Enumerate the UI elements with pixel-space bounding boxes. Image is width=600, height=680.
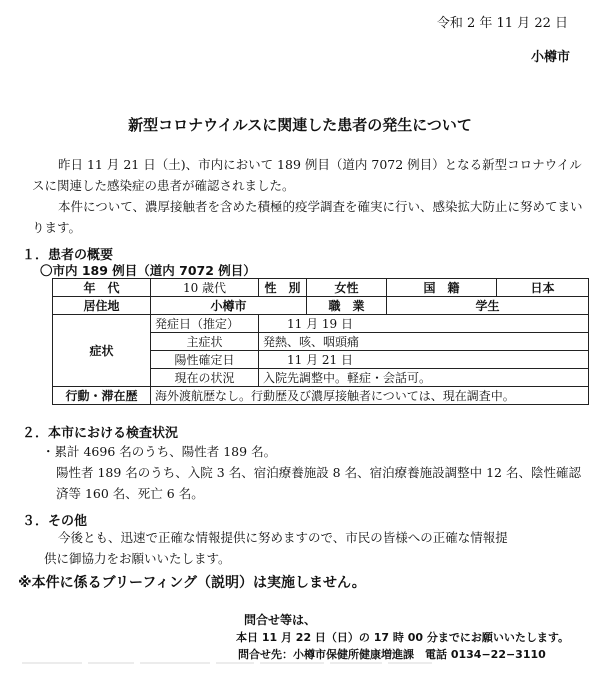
briefing-notice: ※本件に係るブリーフィング（説明）は実施しません。 (18, 575, 366, 591)
symptom-value: 入院先調整中。軽症・会話可。 (259, 369, 589, 387)
table-row (53, 387, 589, 405)
patient-summary-table (52, 278, 589, 405)
symptom-label: 主症状 (151, 333, 259, 351)
section1-heading: １．患者の概要 (22, 248, 114, 263)
symptoms-label: 症状 (53, 315, 151, 387)
residence-value: 小樽市 (151, 297, 307, 315)
contact-deadline: 本日 11 月 22 日（日）の 17 時 00 分までにお願いいたします。 (236, 631, 569, 644)
contact-intro: 問合せ等は、 (244, 613, 317, 627)
test-total-line: ・累計 4696 名のうち、陽性者 189 名。 (42, 444, 277, 459)
other-text: 今後とも、迅速で正確な情報提供に努めますので、市民の皆様への正確な情報提供に御協力をお願いいたします。 (44, 530, 508, 566)
symptom-label: 陽性確定日 (151, 351, 259, 369)
table-row (53, 279, 589, 297)
symptom-value: 11 月 21 日 (259, 351, 589, 369)
intro-paragraph-2: 本件について、濃厚接触者を含めた積極的疫学調査を確実に行い、感染拡大防止に努めてまいります。 (32, 199, 583, 235)
issue-date: 令和 2 年 11 月 22 日 (436, 16, 568, 31)
sex-value: 女性 (307, 279, 387, 297)
contact-phone-line: 問合せ先：小樽市保健所健康増進課 電話 0134−22−3110 (238, 648, 546, 661)
issuer-name: 小樽市 (530, 50, 570, 65)
faint-footer-text (22, 662, 462, 670)
table-row (53, 297, 589, 315)
symptom-label: 現在の状況 (151, 369, 259, 387)
symptom-label: 発症日（推定） (151, 315, 259, 333)
section2-heading: ２．本市における検査状況 (22, 426, 179, 441)
table-row (53, 315, 589, 333)
symptom-value: 11 月 19 日 (259, 315, 589, 333)
residence-label: 居住地 (53, 297, 151, 315)
nationality-value: 日本 (497, 279, 589, 297)
symptom-value: 発熱、咳、咽頭痛 (259, 333, 589, 351)
occupation-label: 職 業 (307, 297, 387, 315)
age-label: 年 代 (53, 279, 151, 297)
intro-paragraph-1: 昨日 11 月 21 日（土)、市内において 189 例目（道内 7072 例目）となる新型コロナウイルスに関連した感染症の患者が確認されました。 (32, 157, 582, 193)
age-value: 10 歳代 (151, 279, 259, 297)
sex-label: 性 別 (259, 279, 307, 297)
case-label: 〇市内 189 例目（道内 7072 例目） (40, 263, 256, 278)
page-title: 新型コロナウイルスに関連した患者の発生について (128, 116, 472, 134)
history-label: 行動・滞在歴 (53, 387, 151, 405)
nationality-label: 国 籍 (387, 279, 497, 297)
history-value: 海外渡航歴なし。行動歴及び濃厚接触者については、現在調査中。 (151, 387, 589, 405)
section3-heading: ３．その他 (22, 514, 88, 529)
positive-breakdown: 陽性者 189 名のうち、入院 3 名、宿泊療養施設 8 名、宿泊療養施設調整中 12 名、陰性確認済等 160 名、死亡 6 名。 (56, 465, 581, 501)
occupation-value: 学生 (387, 297, 589, 315)
